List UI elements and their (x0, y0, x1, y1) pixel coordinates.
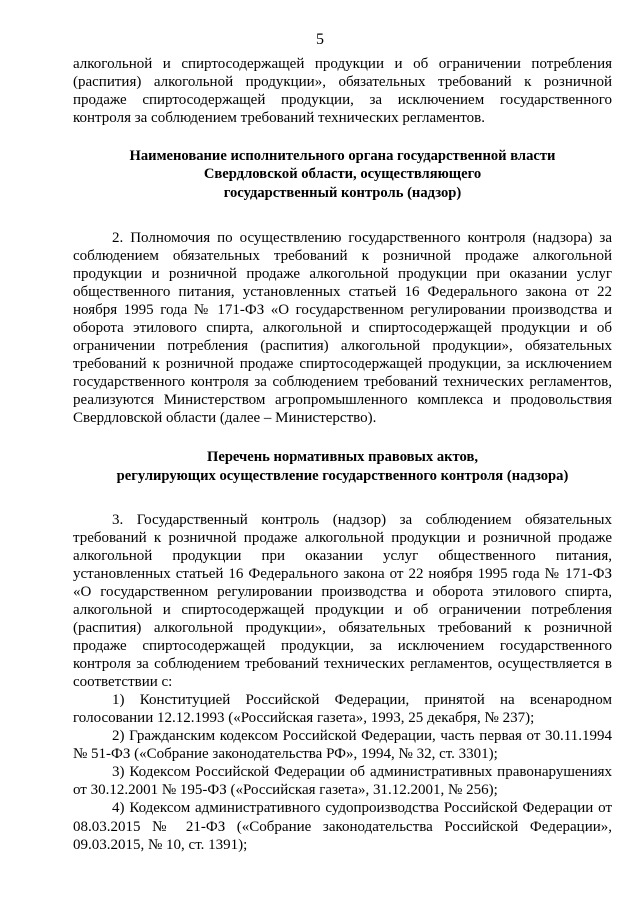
section1-heading-line1: Наименование исполнительного органа государственной власти (129, 148, 556, 165)
section1-heading (73, 147, 612, 202)
section2-heading-line2: регулирующих осуществление государственного контроля (надзора) (116, 467, 569, 484)
document-body (73, 55, 612, 854)
section2-heading-line1: Перечень нормативных правовых актов, (206, 449, 478, 466)
section1-paragraph: 2. Полномочия по осуществлению государственного контроля (надзора) за соблюдением обязательных требований к розничной продаже алкогольной продукции и розничной продаже алкогольной продукции при оказании услуг общественного питания, установленных статьей 16 Федерального закона от 22 ноября 1995 года № 171-ФЗ «О государственном регулировании производства и оборота этилового спирта, алкогольной и спиртосодержащей продукции и об ограничении потребления (распития) алкогольной продукции», обязательных требований к розничной продаже спиртосодержащей продукции, за исключением государственного контроля за соблюдением требований технических регламентов, реализуются Министерством агропромышленного комплекса и продовольствия Свердловской области (далее – Министерство). (73, 229, 612, 427)
section2-heading (73, 448, 612, 484)
section1-heading-line3: государственный контроль (надзор) (223, 184, 462, 201)
page-number: 5 (316, 31, 324, 48)
intro-paragraph: алкогольной и спиртосодержащей продукции и об ограничении потребления (распития) алкогольной продукции», обязательных требований к розничной продаже спиртосодержащей продукции, за исключением государственного контроля за соблюдением требований технических регламентов. (73, 56, 612, 127)
list-item: 1) Конституцией Российской Федерации, принятой на всенародном голосовании 12.12.1993 («Российская газета», 1993, 25 декабря, № 237); (73, 692, 612, 727)
list-item: 3) Кодексом Российской Федерации об административных правонарушениях от 30.12.2001 № 195-ФЗ («Российская газета», 31.12.2001, № 256); (73, 764, 612, 799)
list-item: 4) Кодексом административного судопроизводства Российской Федерации от 08.03.2015 № 21-ФЗ («Собрание законодательства Российской Федерации», 09.03.2015, № 10, ст. 1391); (73, 800, 612, 853)
list-item: 2) Гражданским кодексом Российской Федерации, часть первая от 30.11.1994 № 51-ФЗ («Собрание законодательства РФ», 1994, № 32, ст. 3301); (73, 728, 612, 763)
section1-heading-line2: Свердловской области, осуществляющего (203, 166, 482, 183)
section2-paragraph: 3. Государственный контроль (надзор) за соблюдением обязательных требований к розничной продаже алкогольной продукции и розничной продаже алкогольной продукции при оказании услуг общественного питания, установленных статьей 16 Федерального закона от 22 ноября 1995 года № 171-ФЗ «О государственном регулировании производства и оборота этилового спирта, алкогольной и спиртосодержащей продукции и об ограничении потребления (распития) алкогольной продукции», обязательных требований к розничной продаже спиртосодержащей продукции, за исключением государственного контроля за соблюдением требований технических регламентов, осуществляется в соответствии с: (73, 511, 612, 691)
